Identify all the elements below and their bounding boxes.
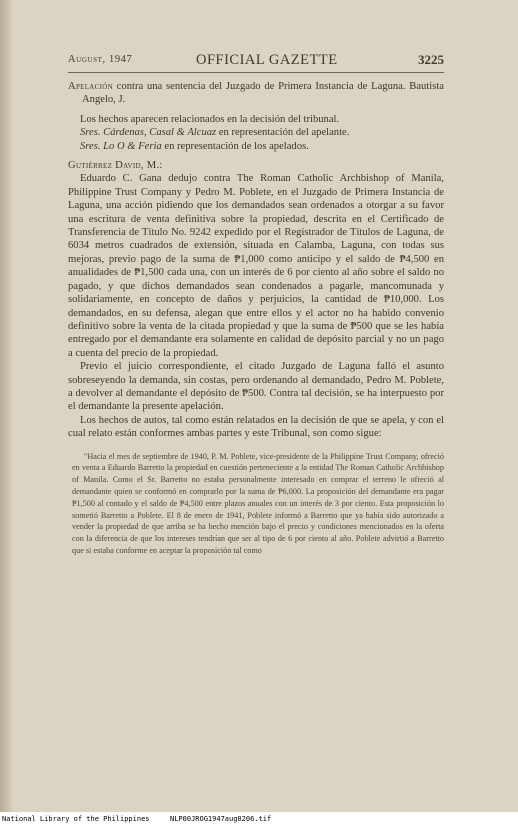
counsel-appellant: [68, 126, 444, 139]
paragraph: Los hechos de autos, tal como están relatados en la decisión de que se apela, y con el cual relato están conformes ambas partes y este Tribunal, son como sigue:: [68, 414, 444, 440]
scan-edge-shadow: [0, 0, 12, 812]
counsel-appellees-firm: Sres. Lo O & Feria: [80, 140, 162, 152]
article-body: [68, 80, 444, 557]
header-title: OFFICIAL GAZETTE: [196, 52, 338, 68]
paragraph: Previo el juicio correspondiente, el citado Juzgado de Laguna falló el asunto sobreseyendo la demanda, sin costas, pero ordenando al demandado, Pedro M. Poblete, a devolver al demandante el depósito de ₱500. Contra tal decisión, se ha interpuesto por el demandante la presente apelación.: [68, 361, 444, 413]
scan-footer: [0, 812, 518, 826]
caption-lead: Apelación: [68, 81, 113, 92]
intro-paragraph: Los hechos aparecen relacionados en la decisión del tribunal.: [80, 113, 340, 125]
counsel-appellees: [68, 140, 444, 153]
header-page-number: 3225: [418, 52, 444, 67]
header-date: August, 1947: [68, 54, 133, 65]
caption-text: contra una sentencia del Juzgado de Primera Instancia de Laguna. Bautista Angelo, J.: [82, 81, 444, 106]
quoted-decision: "Hacia el mes de septiembre de 1940, P. M. Poblete, vice-presidente de la Philippine Trust Company, ofreció en venta a Eduardo Barretto la propiedad en cuestión perteneciente a la entidad The Roman Catholic Archbishop of Manila. Como el Sr. Barretto no estaba personalmente interesado en comprar el terreno le ofreció al demandante quien se conformó en comprarlo por la suma de ₱6,000. La proposición del demandante era pagar ₱1,500 al contado y el saldo de ₱4,500 entre plazos anuales con un interés de 3 por ciento. Esta proposición lo sometió Barretto a Poblete. El 8 de enero de 1941, Poblete informó a Barretto que ya había sido autorizado a vender la propiedad de que arriba se ha hecho mención bajo el precio y condiciones mencionados en la oferta con la diferencia de que los intereses tendrían que ser al tipo de 6 por ciento al año. Poblete advirtió a Barretto que si estaba conforme en aceptar la proposición tal como: [72, 451, 444, 555]
counsel-appellant-text: en representación del apelante.: [216, 127, 350, 139]
header-rule: [68, 72, 444, 73]
footer-library: National Library of the Philippines: [2, 815, 150, 823]
case-caption: [68, 80, 444, 107]
paragraph: Eduardo C. Gana dedujo contra The Roman Catholic Archbishop of Manila, Philippine Trust Company y Pedro M. Poblete, en el Juzgado de Primera Instancia de Laguna, una acción pidiendo que los demandados sean ordenados a otorgar a su favor una escritura de venta definitiva sobre la propiedad, descrita en el Certificado de Transferencia de Título No. 9242 expedido por el Registrador de Títulos de Laguna, de 6034 metros cuadrados de extensión, situada en Calamba, Laguna, con todas sus mejoras, previo pago de la suma de ₱1,000 como anticipo y el saldo de ₱4,500 en anualidades de ₱1,500 cada una, con un interés de 6 por ciento al año sobre el saldo no pagado, y que dichos demandados sean condenados a pagarle, mancomunada y solidariamente, en concepto de daños y perjuicios, la cantidad de ₱10,000. Los demandados, en su defensa, alegan que entre ellos y el actor no ha habido convenio definitivo sobre la venta de la citada propiedad y que la suma de ₱500 que se les había entregado por el demandante era solamente en calidad de depósito parcial y no un pago a cuenta del precio de la propiedad.: [68, 173, 444, 359]
opinion-author: Gutiérrez David, M.:: [68, 160, 163, 172]
footer-filename: NLP00JROG1947aug0206.tif: [170, 815, 272, 823]
counsel-appellees-text: en representación de los apelados.: [161, 140, 309, 152]
counsel-appellant-firm: Sres. Cárdenas, Casal & Alcuaz: [80, 127, 217, 139]
page-header: [68, 52, 444, 70]
